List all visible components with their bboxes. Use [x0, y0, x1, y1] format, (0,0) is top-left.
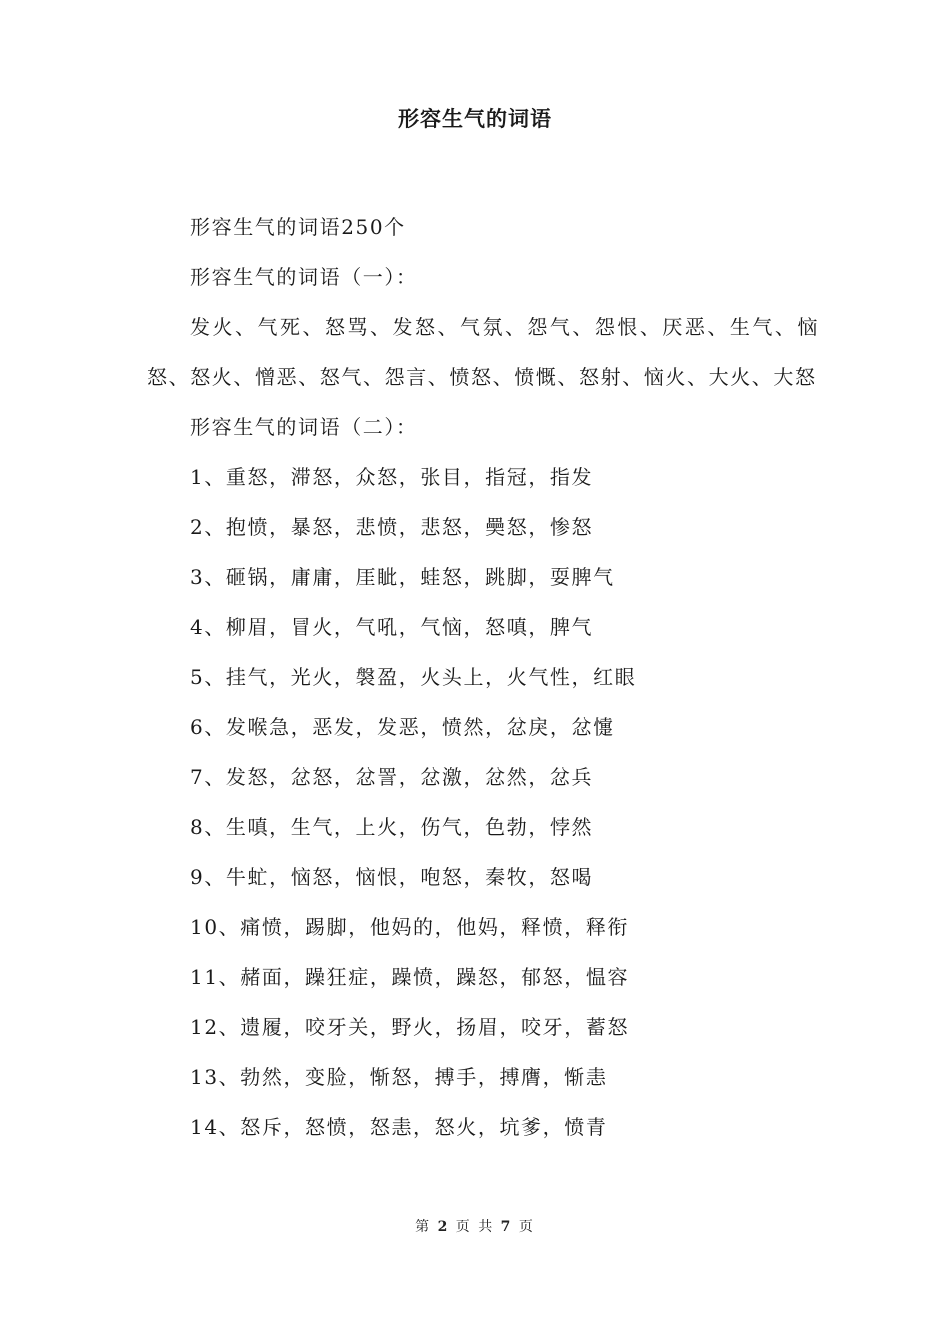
- section-1-paragraph: 发火、气死、怒骂、发怒、气氛、怨气、怨恨、厌恶、生气、恼怒、怒火、憎恶、怒气、怨言、愤怒、愤慨、怒射、恼火、大火、大怒: [147, 315, 819, 389]
- list-item: 1、重怒，滞怒，众怒，张目，指冠，指发: [190, 465, 594, 489]
- section-1-heading: 形容生气的词语（一）：: [190, 265, 418, 289]
- document-body: [147, 202, 819, 1152]
- list-item: 10、痛愤，踢脚，他妈的，他妈，释愤，释衔: [190, 915, 630, 939]
- intro-line: 形容生气的词语250个: [190, 215, 406, 239]
- footer-current-page: 2: [437, 1219, 450, 1235]
- document-title: 形容生气的词语: [398, 106, 552, 131]
- list-item: 2、抱愤，暴怒，悲愤，悲怒，奰怒，惨怒: [190, 515, 594, 539]
- footer-middle: 页 共: [455, 1219, 495, 1235]
- section-2-heading: 形容生气的词语（二）：: [190, 415, 418, 439]
- list-item: 14、怒斥，怒愤，怒恚，怒火，坑爹，愤青: [190, 1115, 608, 1139]
- page-footer: [0, 1216, 950, 1236]
- list-item: 13、勃然，变脸，惭怒，搏手，搏膺，惭恚: [190, 1065, 608, 1089]
- list-item: 12、遗履，咬牙关，野火，扬眉，咬牙，蓄怒: [190, 1015, 630, 1039]
- footer-suffix: 页: [518, 1219, 535, 1235]
- list-item: 5、挂气，光火，褩盈，火头上，火气性，红眼: [190, 665, 637, 689]
- list-item: 8、生嗔，生气，上火，伤气，色勃，悖然: [190, 815, 594, 839]
- list-item: 7、发怒，忿怒，忿詈，忿激，忿然，忿兵: [190, 765, 594, 789]
- list-item: 6、发喉急，恶发，发恶，愤然，忿戾，忿懥: [190, 715, 615, 739]
- list-item: 3、砸锅，庸庸，厓眦，蛙怒，跳脚，耍脾气: [190, 565, 615, 589]
- list-item: 9、牛虻，恼怒，恼恨，咆怒，秦牧，怒喝: [190, 865, 594, 889]
- footer-total-pages: 7: [500, 1219, 513, 1235]
- list-item: 4、柳眉，冒火，气吼，气恼，怒嗔，脾气: [190, 615, 594, 639]
- list-item: 11、赭面，躁狂症，躁愤，躁怒，郁怒，愠容: [190, 965, 630, 989]
- footer-prefix: 第: [415, 1219, 432, 1235]
